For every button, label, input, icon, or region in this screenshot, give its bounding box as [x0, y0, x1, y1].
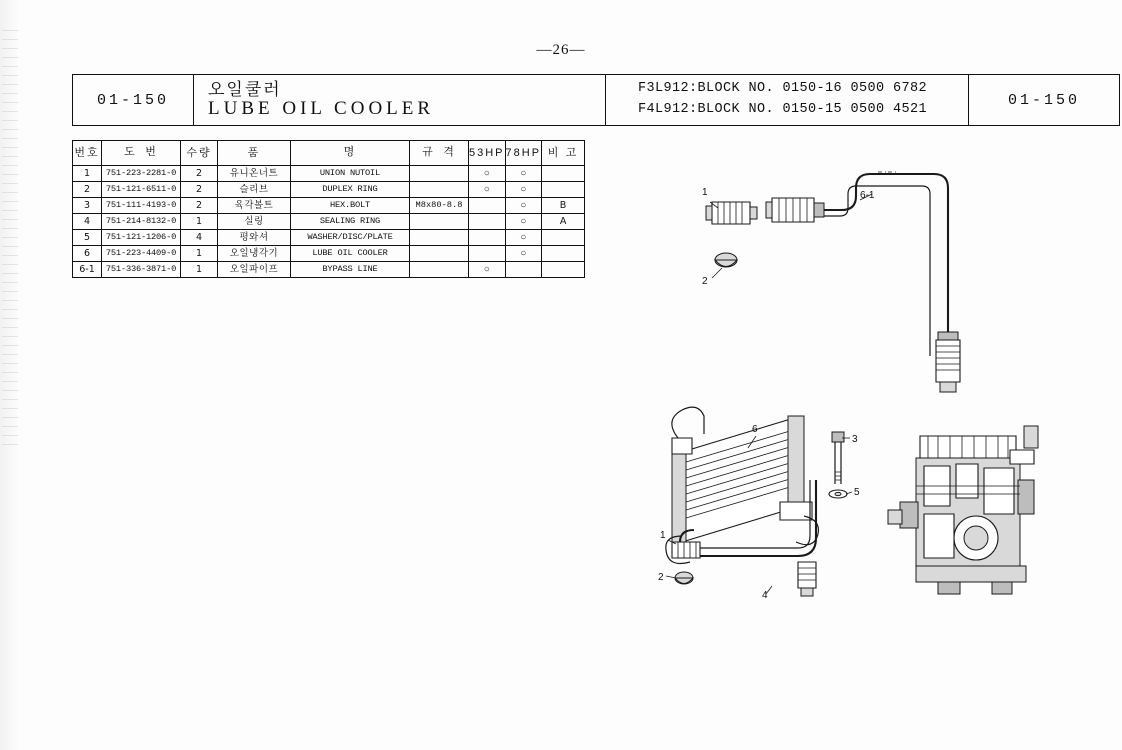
duplex-ring-top-part [715, 253, 737, 267]
scan-streak-artifact [2, 30, 18, 450]
cell-hp78: ○ [505, 198, 542, 214]
cell-remark [542, 230, 585, 246]
page-number: —26— [536, 42, 586, 58]
header-code-left: 01-150 [73, 75, 194, 125]
callout-4-bottom: 4 [762, 590, 768, 601]
cell-name-kr: 평와셔 [218, 230, 291, 246]
cell-hp53 [469, 246, 506, 262]
header-title-korean: 오일쿨러 [208, 79, 282, 100]
cell-qty: 2 [181, 198, 218, 214]
cell-hp53 [469, 214, 506, 230]
cell-spec [410, 246, 469, 262]
callout-5-bottom: 5 [854, 487, 860, 498]
cell-no: 5 [73, 230, 102, 246]
cell-name-kr: 오일파이프 [218, 262, 291, 278]
col-header-name-kr: 품 [218, 141, 291, 166]
union-nut-top-part [706, 202, 757, 224]
header-block-line-1: F3L912:BLOCK NO. 0150-16 0500 6782 [638, 81, 928, 97]
cell-hp78: ○ [505, 246, 542, 262]
cell-no: 4 [73, 214, 102, 230]
cell-hp78: ○ [505, 214, 542, 230]
callout-2-top: 2 [702, 276, 708, 287]
col-header-hp53: 53HP [469, 141, 506, 166]
cell-drawing: 751-214-8132-0 [102, 214, 181, 230]
header-block-line-2: F4L912:BLOCK NO. 0150-15 0500 4521 [638, 102, 928, 117]
parts-table [72, 140, 585, 278]
table-row [73, 166, 585, 182]
parts-illustration [620, 150, 1120, 630]
cell-name-en: UNION NUTOIL [291, 166, 410, 182]
table-row [73, 214, 585, 230]
cell-remark [542, 262, 585, 278]
engine-block-illustration [888, 426, 1038, 594]
bypass-line-tube [824, 172, 948, 356]
header-title-english: LUBE OIL COOLER [208, 98, 435, 120]
cell-hp53: ○ [469, 166, 506, 182]
table-row [73, 262, 585, 278]
cell-name-kr: 육각볼트 [218, 198, 291, 214]
hex-bolt-part [832, 432, 844, 484]
cell-hp78: ○ [505, 182, 542, 198]
pipe-end-fitting-left [766, 198, 824, 222]
cell-qty: 1 [181, 262, 218, 278]
col-header-spec: 규 격 [410, 141, 469, 166]
callout-2-bottom: 2 [658, 572, 664, 583]
cell-name-kr: 실링 [218, 214, 291, 230]
header-title [194, 75, 606, 125]
cell-hp78 [505, 262, 542, 278]
cell-hp53: ○ [469, 262, 506, 278]
cell-remark: B [542, 198, 585, 214]
cell-hp53 [469, 198, 506, 214]
callout-6-bottom: 6 [752, 424, 758, 435]
header-block-numbers [606, 75, 969, 125]
cell-hp53 [469, 230, 506, 246]
callout-3-bottom: 3 [852, 434, 858, 445]
cell-spec [410, 166, 469, 182]
col-header-hp78: 78HP [505, 141, 542, 166]
cell-no: 6 [73, 246, 102, 262]
table-row [73, 182, 585, 198]
cell-qty: 2 [181, 166, 218, 182]
table-row [73, 246, 585, 262]
cell-drawing: 751-336-3871-0 [102, 262, 181, 278]
header-code-right: 01-150 [1007, 91, 1080, 109]
cell-no: 2 [73, 182, 102, 198]
cell-spec: M8x80-8.8 [410, 198, 469, 214]
cell-no: 1 [73, 166, 102, 182]
sheet-header [72, 74, 1120, 126]
cell-name-en: WASHER/DISC/PLATE [291, 230, 410, 246]
cell-qty: 2 [181, 182, 218, 198]
cell-spec [410, 262, 469, 278]
cell-drawing: 751-111-4193-0 [102, 198, 181, 214]
cell-hp78: ○ [505, 166, 542, 182]
cell-name-en: DUPLEX RING [291, 182, 410, 198]
cell-no: 6-1 [73, 262, 102, 278]
cell-spec [410, 182, 469, 198]
oil-cooler-core [666, 407, 819, 563]
cell-drawing: 751-223-4409-0 [102, 246, 181, 262]
cell-name-en: BYPASS LINE [291, 262, 410, 278]
cell-remark: A [542, 214, 585, 230]
callout-1-top: 1 [702, 187, 708, 198]
cell-remark [542, 182, 585, 198]
table-header-row [73, 141, 585, 166]
cell-name-en: HEX.BOLT [291, 198, 410, 214]
cell-remark [542, 166, 585, 182]
cell-name-kr: 슬리브 [218, 182, 291, 198]
cell-qty: 4 [181, 230, 218, 246]
cell-qty: 1 [181, 214, 218, 230]
cell-spec [410, 214, 469, 230]
pipe-end-fitting-bottom [936, 332, 960, 392]
cell-drawing: 751-223-2281-0 [102, 166, 181, 182]
washer-part [829, 490, 847, 498]
col-header-no: 번호 [73, 141, 102, 166]
col-header-drawing: 도 번 [102, 141, 181, 166]
cell-hp78: ○ [505, 230, 542, 246]
table-row [73, 230, 585, 246]
col-header-name-en: 명 [291, 141, 410, 166]
cell-name-en: LUBE OIL COOLER [291, 246, 410, 262]
cell-name-kr: 유니온너트 [218, 166, 291, 182]
bottom-right-fitting [798, 562, 816, 596]
cell-spec [410, 230, 469, 246]
cell-no: 3 [73, 198, 102, 214]
cell-hp53: ○ [469, 182, 506, 198]
callout-1-bottom: 1 [660, 530, 666, 541]
cell-name-kr: 오일냉각기 [218, 246, 291, 262]
cell-qty: 1 [181, 246, 218, 262]
col-header-qty: 수량 [181, 141, 218, 166]
cell-name-en: SEALING RING [291, 214, 410, 230]
col-header-remark: 비 고 [542, 141, 585, 166]
cell-drawing: 751-121-6511-0 [102, 182, 181, 198]
callout-6-1: 6-1 [860, 190, 875, 201]
cell-remark [542, 246, 585, 262]
table-row [73, 198, 585, 214]
cell-drawing: 751-121-1206-0 [102, 230, 181, 246]
